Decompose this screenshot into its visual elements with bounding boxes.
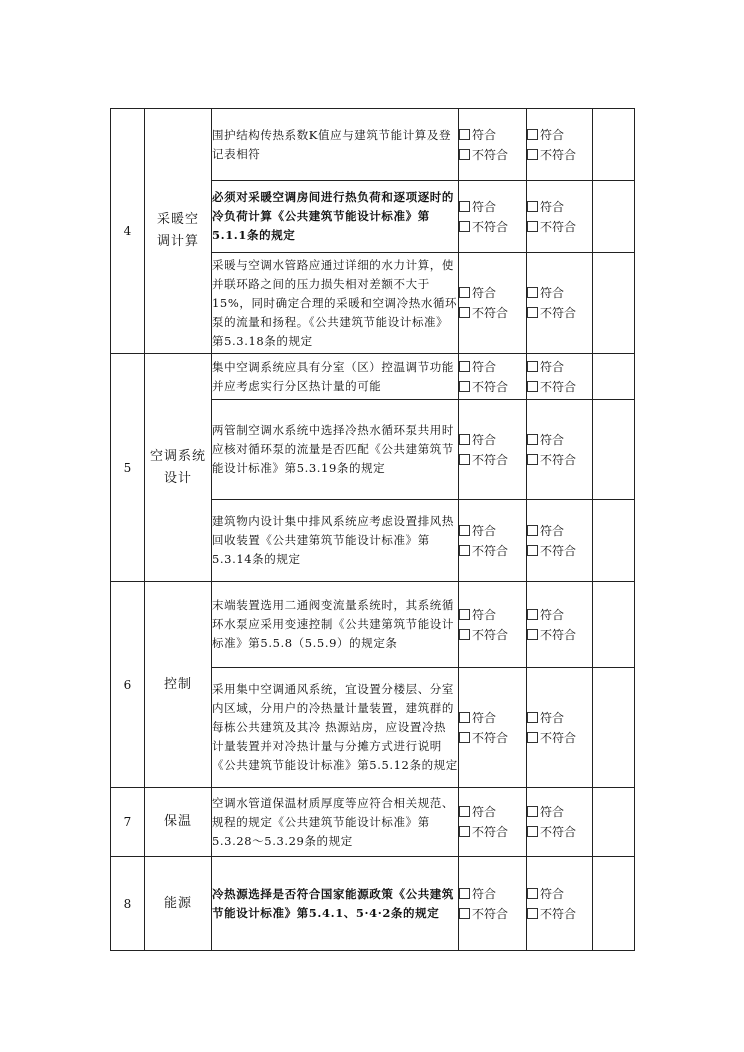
note-cell xyxy=(593,582,635,668)
checkbox-icon[interactable] xyxy=(459,806,470,817)
option-comply[interactable]: 符合 xyxy=(527,283,592,303)
option-not-comply[interactable]: 不符合 xyxy=(527,145,592,165)
row-number: 7 xyxy=(111,788,145,857)
option-not-comply[interactable]: 不符合 xyxy=(527,822,592,842)
checkbox-icon[interactable] xyxy=(527,888,538,899)
checkbox-icon[interactable] xyxy=(527,609,538,620)
checkbox-icon[interactable] xyxy=(459,888,470,899)
option-comply[interactable]: 符合 xyxy=(459,802,526,822)
checkbox-icon[interactable] xyxy=(459,381,470,392)
checkbox-icon[interactable] xyxy=(459,908,470,919)
checkbox-icon[interactable] xyxy=(527,908,538,919)
checkbox-icon[interactable] xyxy=(459,826,470,837)
table-row xyxy=(111,857,635,951)
item-name: 控制 xyxy=(145,582,212,788)
option-comply[interactable]: 符合 xyxy=(527,802,592,822)
option-comply[interactable]: 符合 xyxy=(527,521,592,541)
item-name-text: 采暖空调计算 xyxy=(156,212,199,249)
requirement-text: 两管制空调水系统中选择冷热水循环泵共用时应核对循环泵的流量是否匹配《公共建第筑节能设计标准》第5.3.19条的规定 xyxy=(212,400,459,500)
review-check-1 xyxy=(459,668,527,788)
item-name xyxy=(145,354,212,582)
option-comply[interactable]: 符合 xyxy=(527,357,592,377)
checkbox-icon[interactable] xyxy=(527,149,538,160)
option-not-comply[interactable]: 不符合 xyxy=(459,303,526,323)
note-cell xyxy=(593,109,635,181)
requirement-text: 集中空调系统应具有分室（区）控温调节功能并应考虑实行分区热计量的可能 xyxy=(212,354,459,400)
option-not-comply[interactable]: 不符合 xyxy=(527,904,592,924)
checkbox-icon[interactable] xyxy=(527,712,538,723)
option-not-comply[interactable]: 不符合 xyxy=(527,450,592,470)
requirement-text: 建筑物内设计集中排风系统应考虑设置排风热回收装置《公共建第筑节能设计标准》第5.3.14条的规定 xyxy=(212,500,459,582)
table-row xyxy=(111,582,635,668)
row-number: 5 xyxy=(111,354,145,582)
option-not-comply[interactable]: 不符合 xyxy=(459,904,526,924)
option-comply[interactable]: 符合 xyxy=(527,430,592,450)
option-comply[interactable]: 符合 xyxy=(459,884,526,904)
checkbox-icon[interactable] xyxy=(459,361,470,372)
option-not-comply[interactable]: 不符合 xyxy=(527,541,592,561)
checkbox-icon[interactable] xyxy=(459,454,470,465)
checkbox-icon[interactable] xyxy=(459,525,470,536)
checkbox-icon[interactable] xyxy=(527,287,538,298)
item-name: 能源 xyxy=(145,857,212,951)
checkbox-icon[interactable] xyxy=(527,221,538,232)
review-check-2 xyxy=(527,400,593,500)
review-check-1 xyxy=(459,253,527,354)
review-check-1 xyxy=(459,500,527,582)
review-check-1 xyxy=(459,788,527,857)
checkbox-icon[interactable] xyxy=(527,129,538,140)
checkbox-icon[interactable] xyxy=(527,454,538,465)
row-number: 6 xyxy=(111,582,145,788)
checkbox-icon[interactable] xyxy=(459,201,470,212)
review-check-1 xyxy=(459,109,527,181)
option-not-comply[interactable]: 不符合 xyxy=(459,728,526,748)
review-check-2 xyxy=(527,500,593,582)
checkbox-icon[interactable] xyxy=(527,434,538,445)
item-name: 保温 xyxy=(145,788,212,857)
review-check-2 xyxy=(527,109,593,181)
review-check-2 xyxy=(527,668,593,788)
checklist-table xyxy=(110,108,635,951)
table-row xyxy=(111,788,635,857)
review-check-2 xyxy=(527,181,593,253)
requirement-text: 采暖与空调水管路应通过详细的水力计算，使并联环路之间的压力损失相对差额不大于15%，同时确定合理的采暖和空调冷热水循环泵的流量和扬程。《公共建筑节能设计标准》第5.3.18条的规定 xyxy=(212,253,459,354)
row-number: 4 xyxy=(111,109,145,354)
option-not-comply[interactable]: 不符合 xyxy=(459,541,526,561)
option-comply[interactable]: 符合 xyxy=(527,125,592,145)
review-check-2 xyxy=(527,582,593,668)
option-comply[interactable]: 符合 xyxy=(527,197,592,217)
option-not-comply[interactable]: 不符合 xyxy=(459,217,526,237)
checkbox-icon[interactable] xyxy=(459,307,470,318)
note-cell xyxy=(593,400,635,500)
option-not-comply[interactable]: 不符合 xyxy=(459,377,526,397)
note-cell xyxy=(593,181,635,253)
checkbox-icon[interactable] xyxy=(527,307,538,318)
checkbox-icon[interactable] xyxy=(459,129,470,140)
checkbox-icon[interactable] xyxy=(459,149,470,160)
checkbox-icon[interactable] xyxy=(527,381,538,392)
review-check-1 xyxy=(459,354,527,400)
review-check-2 xyxy=(527,788,593,857)
option-not-comply[interactable]: 不符合 xyxy=(527,377,592,397)
review-check-2 xyxy=(527,354,593,400)
requirement-text: 必须对采暖空调房间进行热负荷和逐项逐时的冷负荷计算《公共建筑节能设计标准》第5.1.1条的规定 xyxy=(212,181,459,253)
requirement-text: 空调水管道保温材质厚度等应符合相关规范、规程的规定《公共建筑节能设计标准》第5.3.28～5.3.29条的规定 xyxy=(212,788,459,857)
checkbox-icon[interactable] xyxy=(459,629,470,640)
review-check-2 xyxy=(527,253,593,354)
note-cell xyxy=(593,857,635,951)
review-check-2 xyxy=(527,857,593,951)
requirement-text: 围护结构传热系数K值应与建筑节能计算及登记表相符 xyxy=(212,109,459,181)
option-comply[interactable]: 符合 xyxy=(459,283,526,303)
checkbox-icon[interactable] xyxy=(527,525,538,536)
option-not-comply[interactable]: 不符合 xyxy=(527,625,592,645)
option-comply[interactable]: 符合 xyxy=(527,605,592,625)
requirement-text: 末端装置选用二通阀变流量系统时，其系统循环水泵应采用变速控制《公共建第筑节能设计标准》第5.5.8（5.5.9）的规定条 xyxy=(212,582,459,668)
checkbox-icon[interactable] xyxy=(527,361,538,372)
row-number: 8 xyxy=(111,857,145,951)
table-row xyxy=(111,354,635,400)
checkbox-icon[interactable] xyxy=(459,712,470,723)
checkbox-icon[interactable] xyxy=(459,732,470,743)
item-name xyxy=(145,109,212,354)
note-cell xyxy=(593,354,635,400)
option-not-comply[interactable]: 不符合 xyxy=(527,303,592,323)
checkbox-icon[interactable] xyxy=(527,806,538,817)
checkbox-icon[interactable] xyxy=(459,287,470,298)
note-cell xyxy=(593,788,635,857)
option-not-comply[interactable]: 不符合 xyxy=(459,450,526,470)
checkbox-icon[interactable] xyxy=(527,732,538,743)
option-not-comply[interactable]: 不符合 xyxy=(527,728,592,748)
option-comply[interactable]: 符合 xyxy=(527,884,592,904)
review-check-1 xyxy=(459,181,527,253)
option-comply[interactable]: 符合 xyxy=(459,357,526,377)
option-comply[interactable]: 符合 xyxy=(459,197,526,217)
note-cell xyxy=(593,253,635,354)
checkbox-icon[interactable] xyxy=(459,221,470,232)
checkbox-icon[interactable] xyxy=(459,609,470,620)
option-not-comply[interactable]: 不符合 xyxy=(459,145,526,165)
checkbox-icon[interactable] xyxy=(459,434,470,445)
option-comply[interactable]: 符合 xyxy=(459,521,526,541)
note-cell xyxy=(593,500,635,582)
option-not-comply[interactable]: 不符合 xyxy=(459,625,526,645)
option-comply[interactable]: 符合 xyxy=(459,708,526,728)
checkbox-icon[interactable] xyxy=(527,826,538,837)
checkbox-icon[interactable] xyxy=(459,545,470,556)
option-comply[interactable]: 符合 xyxy=(459,125,526,145)
option-comply[interactable]: 符合 xyxy=(527,708,592,728)
option-comply[interactable]: 符合 xyxy=(459,430,526,450)
item-name-text: 空调系统设计 xyxy=(150,448,207,486)
review-check-1 xyxy=(459,582,527,668)
requirement-text: 采用集中空调通风系统，宜设置分楼层、分室内区域，分用户的冷热量计量装置，建筑群的每栋公共建筑及其冷 热源站房，应设置冷热计量装置并对冷热计量与分摊方式进行说明《公共建筑节能设计标准》第5.5.12条的规定 xyxy=(212,668,459,788)
option-comply[interactable]: 符合 xyxy=(459,605,526,625)
review-check-1 xyxy=(459,400,527,500)
checkbox-icon[interactable] xyxy=(527,201,538,212)
checkbox-icon[interactable] xyxy=(527,545,538,556)
table-row xyxy=(111,109,635,181)
review-check-1 xyxy=(459,857,527,951)
option-not-comply[interactable]: 不符合 xyxy=(459,822,526,842)
note-cell xyxy=(593,668,635,788)
option-not-comply[interactable]: 不符合 xyxy=(527,217,592,237)
requirement-text: 冷热源选择是否符合国家能源政策《公共建筑节能设计标准》第5.4.1、5·4·2条的规定 xyxy=(212,857,459,951)
checkbox-icon[interactable] xyxy=(527,629,538,640)
